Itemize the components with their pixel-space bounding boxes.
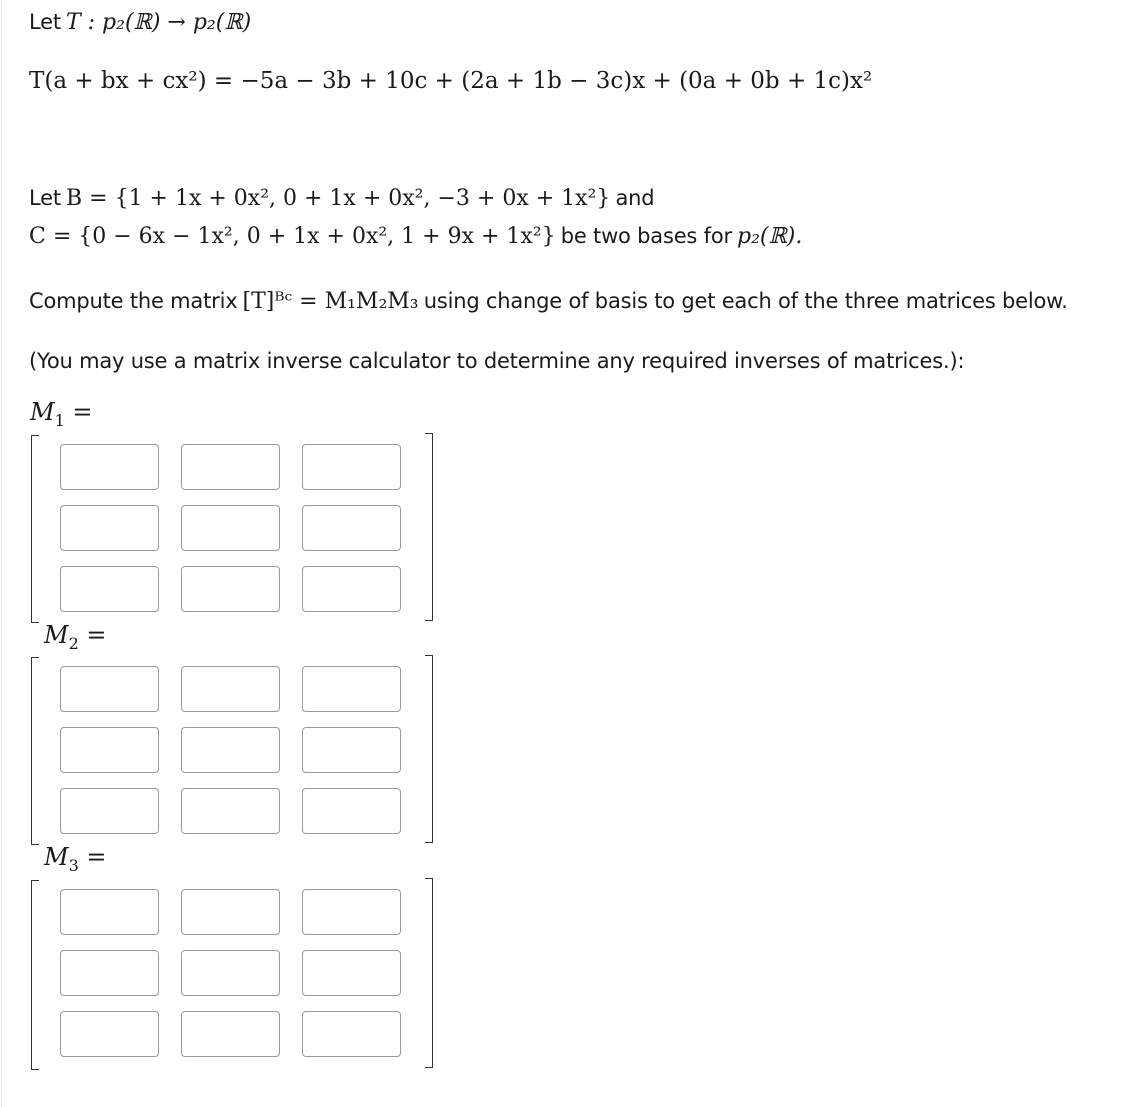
matrix-2-left-bracket bbox=[31, 657, 39, 845]
and-label: and bbox=[615, 186, 655, 210]
matrix-1-cell-r1c3[interactable] bbox=[302, 444, 401, 490]
inverse-hint-text: (You may use a matrix inverse calculator to determine any required inverses of matrices.): bbox=[29, 349, 965, 373]
matrix-1-cell-r2c3[interactable] bbox=[302, 505, 401, 551]
map-definition bbox=[29, 10, 251, 35]
matrix-3-cell-r1c3[interactable] bbox=[302, 889, 401, 935]
matrix-1-cell-r1c2[interactable] bbox=[181, 444, 280, 490]
matrix-1-right-bracket bbox=[425, 433, 433, 621]
matrix-1-left-bracket bbox=[31, 435, 39, 623]
matrix-3-left-bracket bbox=[31, 880, 39, 1070]
matrix-1-label: $M_1$ = bbox=[30, 398, 93, 430]
matrix-2-cell-r1c2[interactable] bbox=[181, 666, 280, 712]
matrix-3-cell-r3c1[interactable] bbox=[60, 1011, 159, 1057]
let-label: Let bbox=[29, 186, 61, 210]
instruction-suffix: using change of basis to get each of the three matrices below. bbox=[423, 289, 1068, 313]
matrix-2-cell-r3c1[interactable] bbox=[60, 788, 159, 834]
matrix-2-label: $M_2$ = bbox=[44, 621, 107, 653]
basis-b-definition bbox=[29, 186, 654, 211]
instruction bbox=[29, 289, 1068, 314]
matrix-3-label: $M_3$ = bbox=[44, 843, 107, 875]
matrix-3-cell-r3c2[interactable] bbox=[181, 1011, 280, 1057]
matrix-2-cell-r1c1[interactable] bbox=[60, 666, 159, 712]
basis-c-definition bbox=[29, 224, 802, 249]
matrix-3-cell-r2c3[interactable] bbox=[302, 950, 401, 996]
matrix-1-cell-r1c1[interactable] bbox=[60, 444, 159, 490]
matrix-3-cell-r2c2[interactable] bbox=[181, 950, 280, 996]
matrix-3-right-bracket bbox=[425, 878, 433, 1068]
transformation-formula bbox=[29, 68, 872, 94]
matrix-1-cell-r3c2[interactable] bbox=[181, 566, 280, 612]
matrix-3-cell-r2c1[interactable] bbox=[60, 950, 159, 996]
matrix-2-cell-r2c1[interactable] bbox=[60, 727, 159, 773]
inverse-hint bbox=[29, 349, 964, 373]
space-label: p₂(ℝ). bbox=[737, 224, 803, 249]
matrix-2-cell-r2c2[interactable] bbox=[181, 727, 280, 773]
matrix-2-cell-r2c3[interactable] bbox=[302, 727, 401, 773]
transformation-formula-math: T(a + bx + cx²) = −5a − 3b + 10c + (2a + 1b − 3c)x + (0a + 0b + 1c)x² bbox=[29, 68, 873, 94]
matrix-2-cell-r1c3[interactable] bbox=[302, 666, 401, 712]
left-border bbox=[1, 0, 2, 1107]
instruction-math: [T]ᴮᶜ = M₁M₂M₃ bbox=[242, 289, 419, 314]
instruction-prefix: Compute the matrix bbox=[29, 289, 238, 313]
map-signature: T : p₂(ℝ) → p₂(ℝ) bbox=[65, 10, 252, 35]
matrix-1-cell-r3c1[interactable] bbox=[60, 566, 159, 612]
matrix-2-cell-r3c2[interactable] bbox=[181, 788, 280, 834]
basis-b-math: B = {1 + 1x + 0x², 0 + 1x + 0x², −3 + 0x + 1x²} bbox=[65, 186, 611, 211]
bases-suffix: be two bases for bbox=[560, 224, 732, 248]
matrix-3-cell-r1c1[interactable] bbox=[60, 889, 159, 935]
let-label: Let bbox=[29, 10, 61, 34]
matrix-1-cell-r3c3[interactable] bbox=[302, 566, 401, 612]
matrix-3-cell-r1c2[interactable] bbox=[181, 889, 280, 935]
matrix-1-cell-r2c2[interactable] bbox=[181, 505, 280, 551]
basis-c-math: C = {0 − 6x − 1x², 0 + 1x + 0x², 1 + 9x + 1x²} bbox=[29, 224, 556, 249]
matrix-3-cell-r3c3[interactable] bbox=[302, 1011, 401, 1057]
matrix-2-cell-r3c3[interactable] bbox=[302, 788, 401, 834]
matrix-2-right-bracket bbox=[425, 655, 433, 843]
matrix-1-cell-r2c1[interactable] bbox=[60, 505, 159, 551]
